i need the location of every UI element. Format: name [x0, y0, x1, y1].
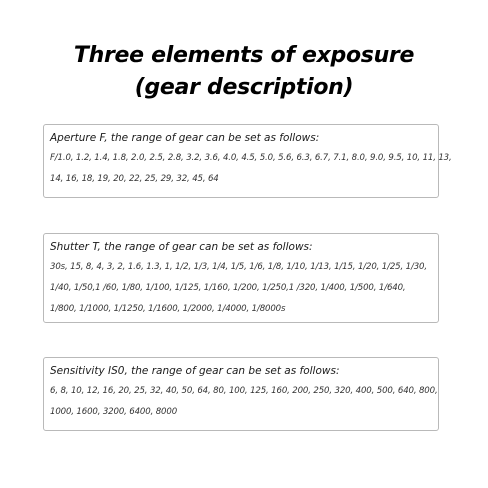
sensitivity-heading: Sensitivity IS0, the range of gear can be set as follows: [50, 365, 340, 377]
shutter-values-line: 1/40, 1/50,1 /60, 1/80, 1/100, 1/125, 1/160, 1/200, 1/250,1 /320, 1/400, 1/500, 1/640, [50, 283, 406, 293]
aperture-values-line: 14, 16, 18, 19, 20, 22, 25, 29, 32, 45, 64 [50, 174, 219, 184]
sensitivity-values-line: 1000, 1600, 3200, 6400, 8000 [50, 407, 178, 417]
page-title-line-2: (gear description) [134, 75, 354, 100]
aperture-values [50, 148, 452, 190]
sensitivity-section [43, 357, 439, 431]
shutter-values-line: 30s, 15, 8, 4, 3, 2, 1.6, 1.3, 1, 1/2, 1/3, 1/4, 1/5, 1/6, 1/8, 1/10, 1/13, 1/15, 1/20, 1/25, 1/30, [50, 262, 427, 272]
page-title [0, 40, 488, 104]
shutter-values-line: 1/800, 1/1000, 1/1250, 1/1600, 1/2000, 1/4000, 1/8000s [50, 304, 286, 314]
shutter-heading: Shutter T, the range of gear can be set as follows: [50, 241, 313, 253]
sensitivity-values [50, 381, 438, 423]
aperture-section [43, 124, 452, 198]
aperture-heading: Aperture F, the range of gear can be set as follows: [50, 132, 320, 144]
aperture-values-line: F/1.0, 1.2, 1.4, 1.8, 2.0, 2.5, 2.8, 3.2, 3.6, 4.0, 4.5, 5.0, 5.6, 6.3, 6.7, 7.1, 8.0, 9.0, 9.5, 10, 11, 13, [50, 153, 452, 163]
shutter-section [43, 233, 439, 323]
page-title-line-1: Three elements of exposure [73, 43, 415, 68]
sensitivity-values-line: 6, 8, 10, 12, 16, 20, 25, 32, 40, 50, 64, 80, 100, 125, 160, 200, 250, 320, 400, 500, 640, 800, [50, 386, 438, 396]
shutter-values [50, 257, 432, 320]
